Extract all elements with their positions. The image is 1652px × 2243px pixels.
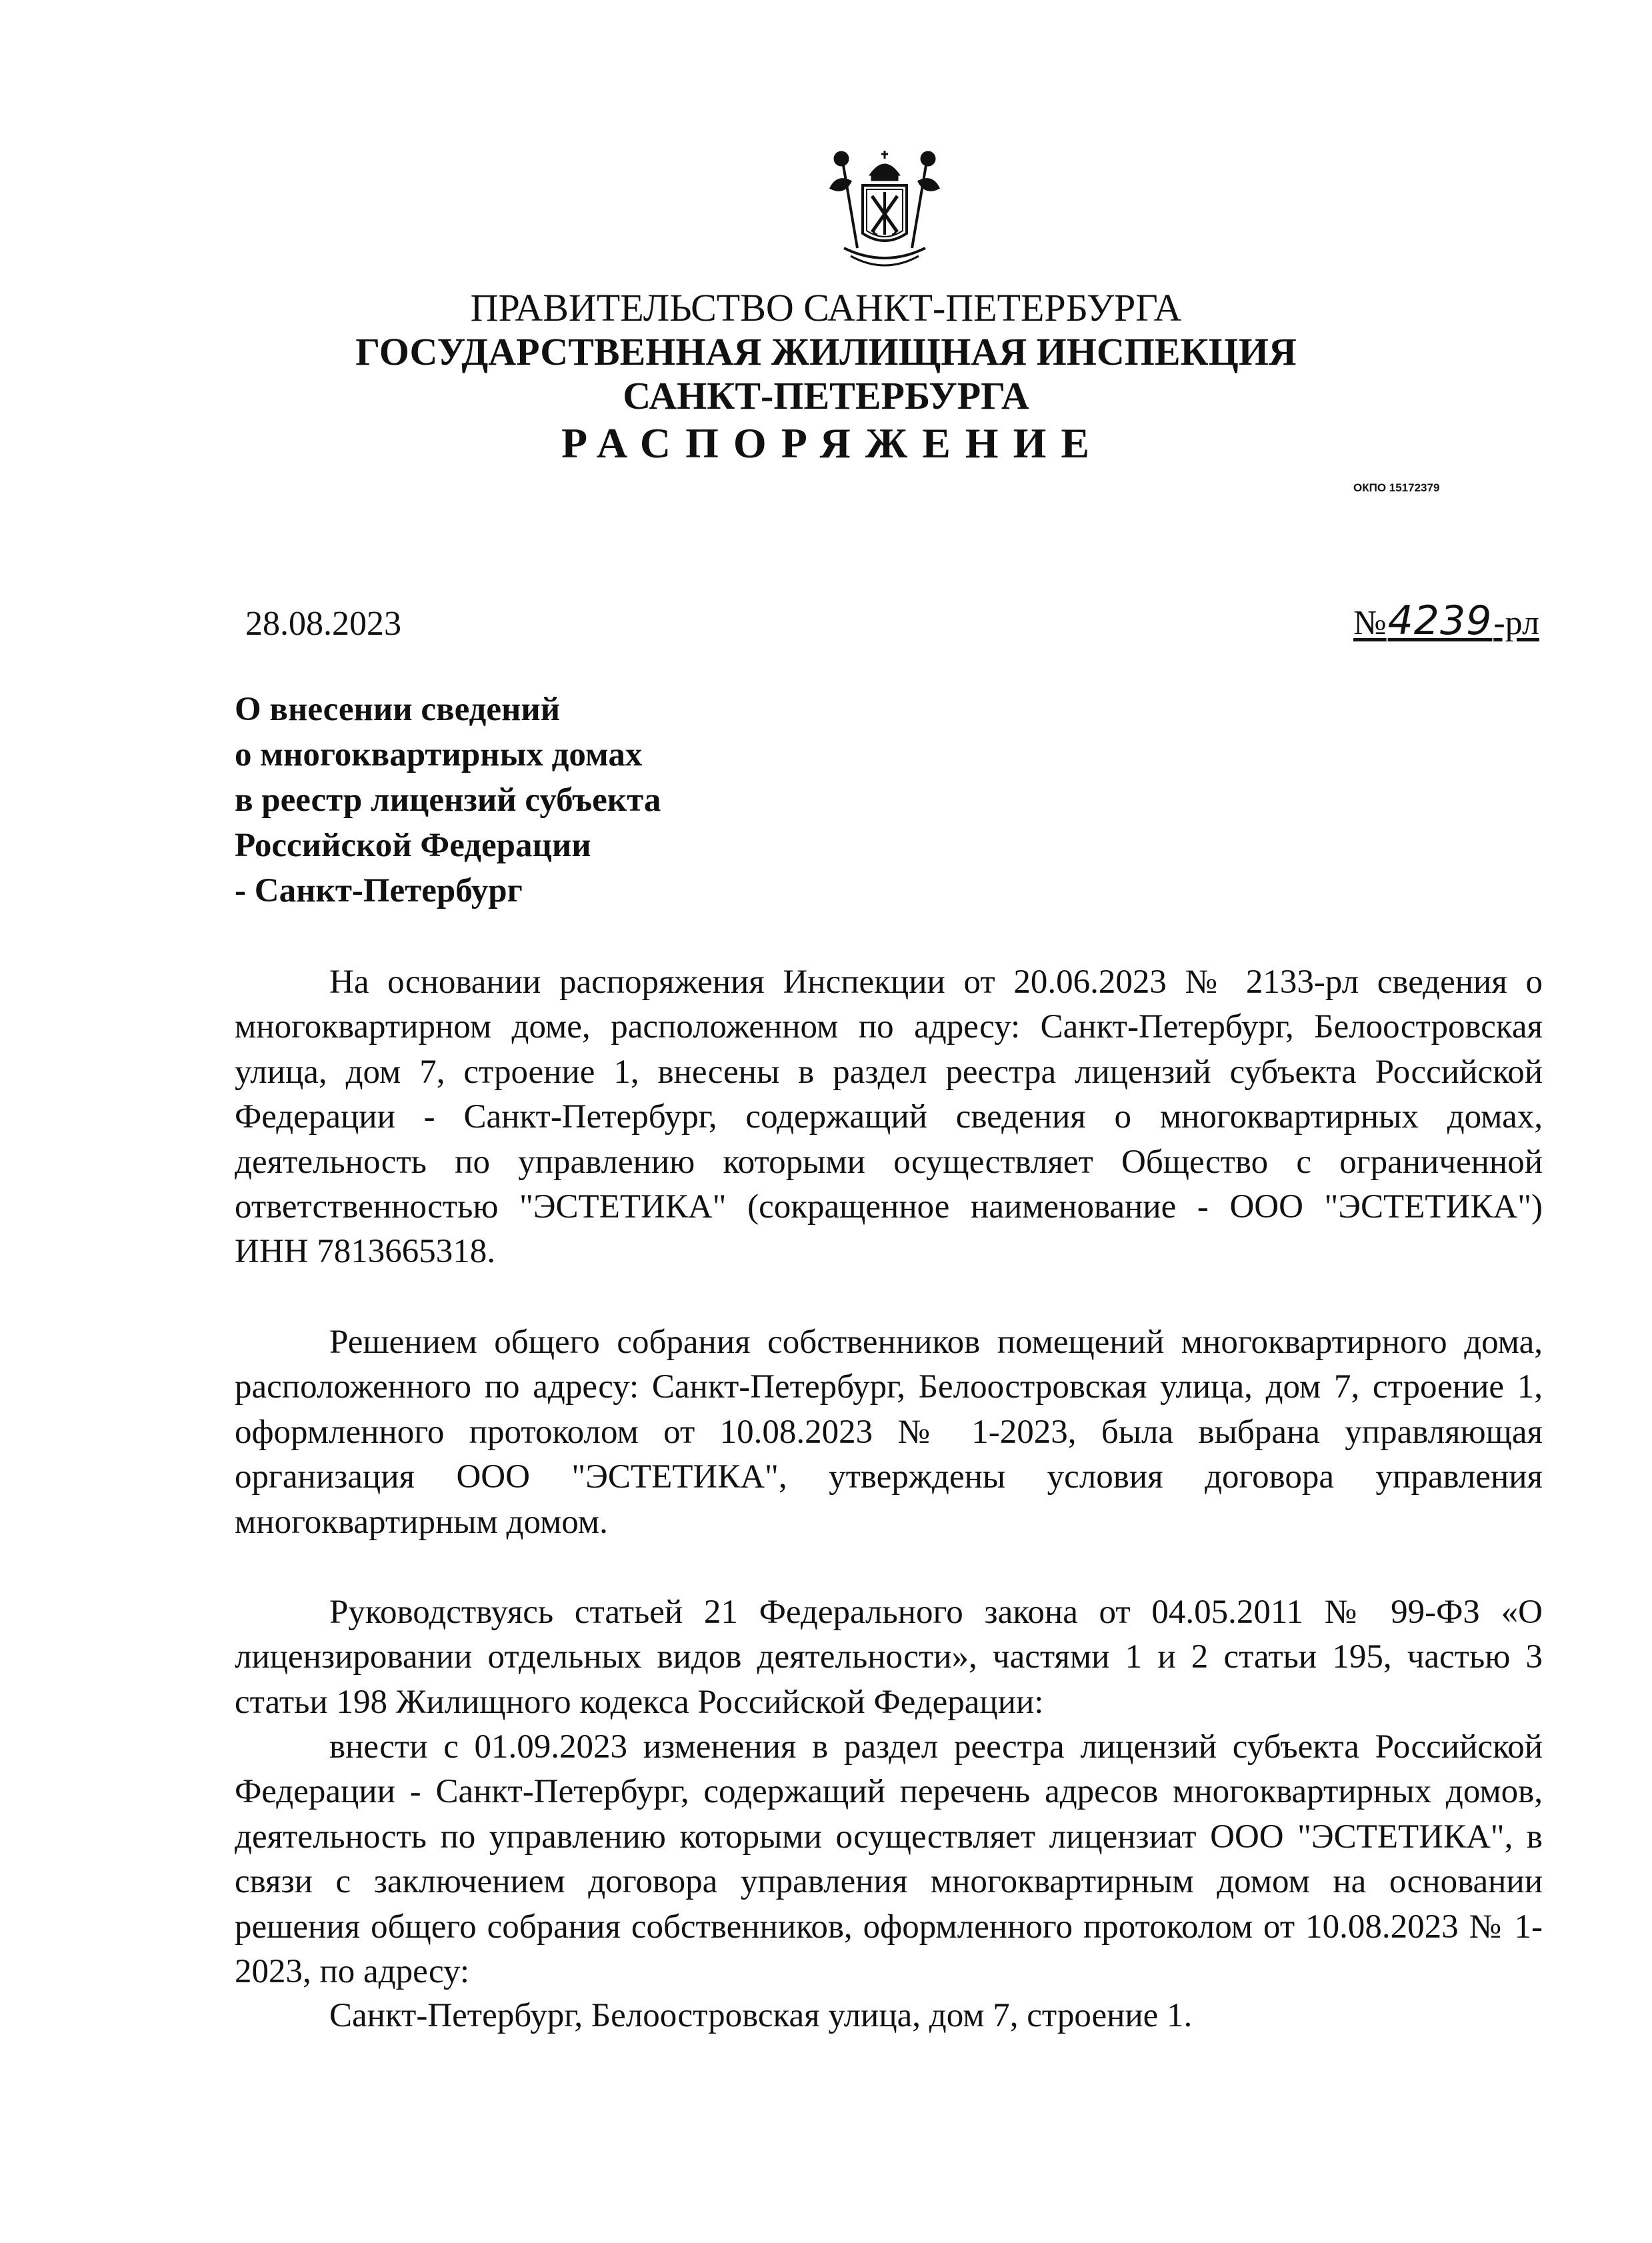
body-paragraph: внести с 01.09.2023 изменения в раздел реестра лицензий субъекта Российской Федерации - Санкт-Петербург, содержащий перечень адресов многоквартирных домов, деятельность по управлению которыми осуществляет лицензиат ООО "ЭСТЕТИКА", в связи с заключением договора управления многоквартирным домом на основании решения общего собрания собственников, оформленного протоколом от 10.08.2023 № 1-2023, по адресу: bbox=[235, 1728, 1543, 1991]
document-type-title: РАСПОРЯЖЕНИЕ bbox=[561, 419, 1105, 467]
subject-line: - Санкт-Петербург bbox=[235, 872, 523, 909]
body-paragraph: Санкт-Петербург, Белоостровская улица, дом 7, строение 1. bbox=[329, 1997, 1193, 2034]
subject-line: Российской Федерации bbox=[235, 827, 591, 864]
government-title: ПРАВИТЕЛЬСТВО САНКТ-ПЕТЕРБУРГА bbox=[470, 286, 1182, 329]
number-suffix: -рл bbox=[1493, 604, 1539, 642]
subject-line: о многоквартирных домах bbox=[235, 736, 643, 773]
city-title: САНКТ-ПЕТЕРБУРГА bbox=[623, 374, 1029, 417]
document-number bbox=[1353, 597, 1539, 644]
handwritten-number: 4239 bbox=[1387, 597, 1493, 644]
body-paragraph: На основании распоряжения Инспекции от 20.06.2023 № 2133-рл сведения о многоквартирном доме, расположенном по адресу: Санкт-Петербург, Белоостровская улица, дом 7, строение 1, внесены в раздел реестра лицензий субъекта Российской Федерации - Санкт-Петербург, содержащий сведения о многоквартирных домах, деятельность по управлению которыми осуществляет Общество с ограниченной ответственностью "ЭСТЕТИКА" (сокращенное наименование - ООО "ЭСТЕТИКА") ИНН 7813665318. bbox=[235, 963, 1543, 1271]
inspection-title: ГОСУДАРСТВЕННАЯ ЖИЛИЩНАЯ ИНСПЕКЦИЯ bbox=[355, 330, 1297, 373]
coat-of-arms-emblem bbox=[824, 148, 945, 275]
okpo-code: ОКПО 15172379 bbox=[1353, 481, 1440, 494]
document-subject bbox=[235, 687, 661, 913]
number-prefix: № bbox=[1353, 604, 1387, 642]
subject-line: в реестр лицензий субъекта bbox=[235, 781, 661, 819]
document-date: 28.08.2023 bbox=[245, 605, 401, 643]
body-paragraph: Решением общего собрания собственников помещений многоквартирного дома, расположенного по адресу: Санкт-Петербург, Белоостровская улица, дом 7, строение 1, оформленного протоколом от 10.08.2023 № 1-2023, была выбрана управляющая организация ООО "ЭСТЕТИКА", утверждены условия договора управления многоквартирным домом. bbox=[235, 1324, 1543, 1541]
body-paragraph: Руководствуясь статьей 21 Федерального закона от 04.05.2011 № 99-ФЗ «О лицензировании отдельных видов деятельности», частями 1 и 2 статьи 195, частью 3 статьи 198 Жилищного кодекса Российской Федерации: bbox=[235, 1594, 1543, 1721]
subject-line: О внесении сведений bbox=[235, 691, 561, 728]
